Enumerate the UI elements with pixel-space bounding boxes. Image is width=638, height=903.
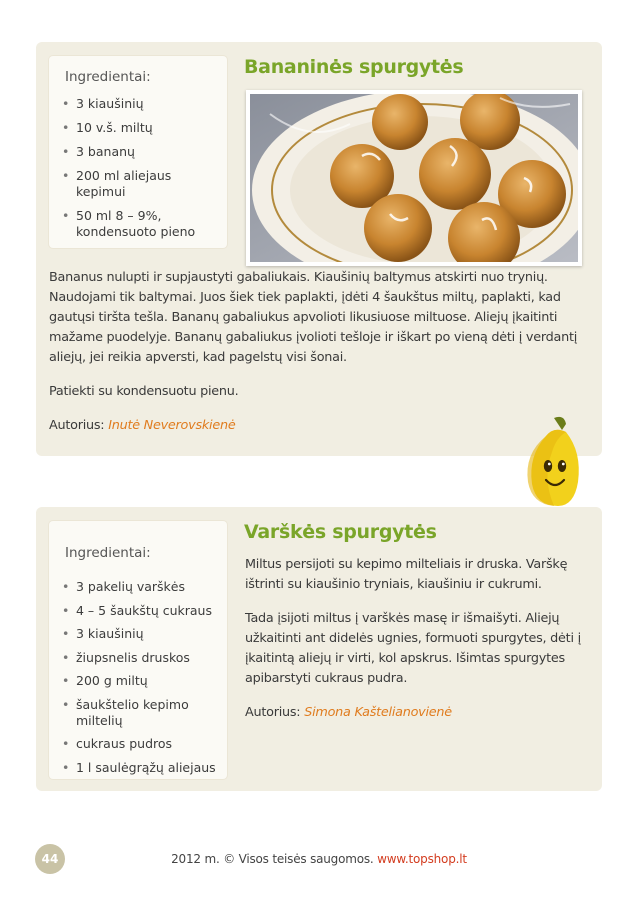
ingredient-item: • 3 bananų [61,144,221,160]
ingredient-item: • 4 – 5 šaukštų cukraus [61,603,221,619]
ingredients-title: Ingredientai: [65,545,151,561]
author-label: Autorius: [245,705,301,720]
author-label: Autorius: [49,418,105,433]
recipe-instructions [49,268,594,450]
author-name: Simona Kaštelianovienė [304,705,452,720]
ingredients-title: Ingredientai: [65,69,151,85]
recipe-author [245,703,595,723]
footer [0,852,638,866]
ingredient-item: • 200 g miltų [61,673,221,689]
ingredient-item: • žiupsnelis druskos [61,650,221,666]
recipe-author [49,416,594,436]
ingredient-item: • 50 ml 8 – 9%, kondensuoto pieno [61,208,221,240]
instruction-paragraph: Miltus persijoti su kepimo milteliais ir druska. Varškę ištrinti su kiaušinio tryniais, kiaušiniu ir cukrumi. [245,557,568,592]
recipe-card-banana [36,42,602,456]
ingredient-item: • 1 l saulėgrąžų aliejaus [61,760,221,776]
recipe-card-curd [36,507,602,791]
ingredient-item: • 3 pakelių varškės [61,579,221,595]
instruction-paragraph: Bananus nulupti ir supjaustyti gabaliukais. Kiaušinių baltymus atskirti nuo trynių. Naudojami tik baltymai. Juos šiek tiek paplakti, įdėti 4 šaukštus miltų, paplakti, kad gautųsi tiršta tešla. Bananų gabaliukus apvolioti likusiuose miltuose. Aliejų įkaitinti mažame puodelyje. Bananų gabaliukus įvolioti tešloje ir iškart po vieną dėti į verdantį aliejų, jei reikia apversti, kad pagelstų visi šonai. [49,270,578,365]
ingredient-item: • cukraus pudros [61,736,221,752]
ingredient-item: • 3 kiaušinių [61,96,221,112]
instruction-paragraph: Tada įsijoti miltus į varškės masę ir išmaišyti. Aliejų užkaitinti ant didelės ugnies, formuoti spurgytes, dėti į įkaitintą aliejų ir virti, kol apskrus. Išimtas spurgytes apibarstyti cukraus pudra. [245,611,581,686]
instruction-paragraph: Patiekti su kondensuotu pienu. [49,384,239,399]
footer-link[interactable]: www.topshop.lt [377,852,467,866]
page-number: 44 [35,844,65,874]
recipe-title: Bananinės spurgytės [244,56,464,78]
banana-mascot-icon [524,414,582,510]
ingredient-item: • 10 v.š. miltų [61,120,221,136]
ingredient-item: • šaukštelio kepimo miltelių [61,697,221,729]
footer-copyright: 2012 m. © Visos teisės saugomos. [171,852,374,866]
author-name: Inutė Neverovskienė [108,418,236,433]
ingredient-item: • 200 ml aliejaus kepimui [61,168,221,200]
ingredients-box [49,56,227,248]
ingredients-list [61,96,221,248]
ingredient-item: • 3 kiaušinių [61,626,221,642]
donuts-photo-illustration [250,94,578,262]
recipe-title: Varškės spurgytės [244,521,437,543]
ingredients-list [61,579,221,783]
ingredients-box [49,521,227,779]
recipe-instructions [245,555,595,737]
recipe-photo [246,90,582,266]
